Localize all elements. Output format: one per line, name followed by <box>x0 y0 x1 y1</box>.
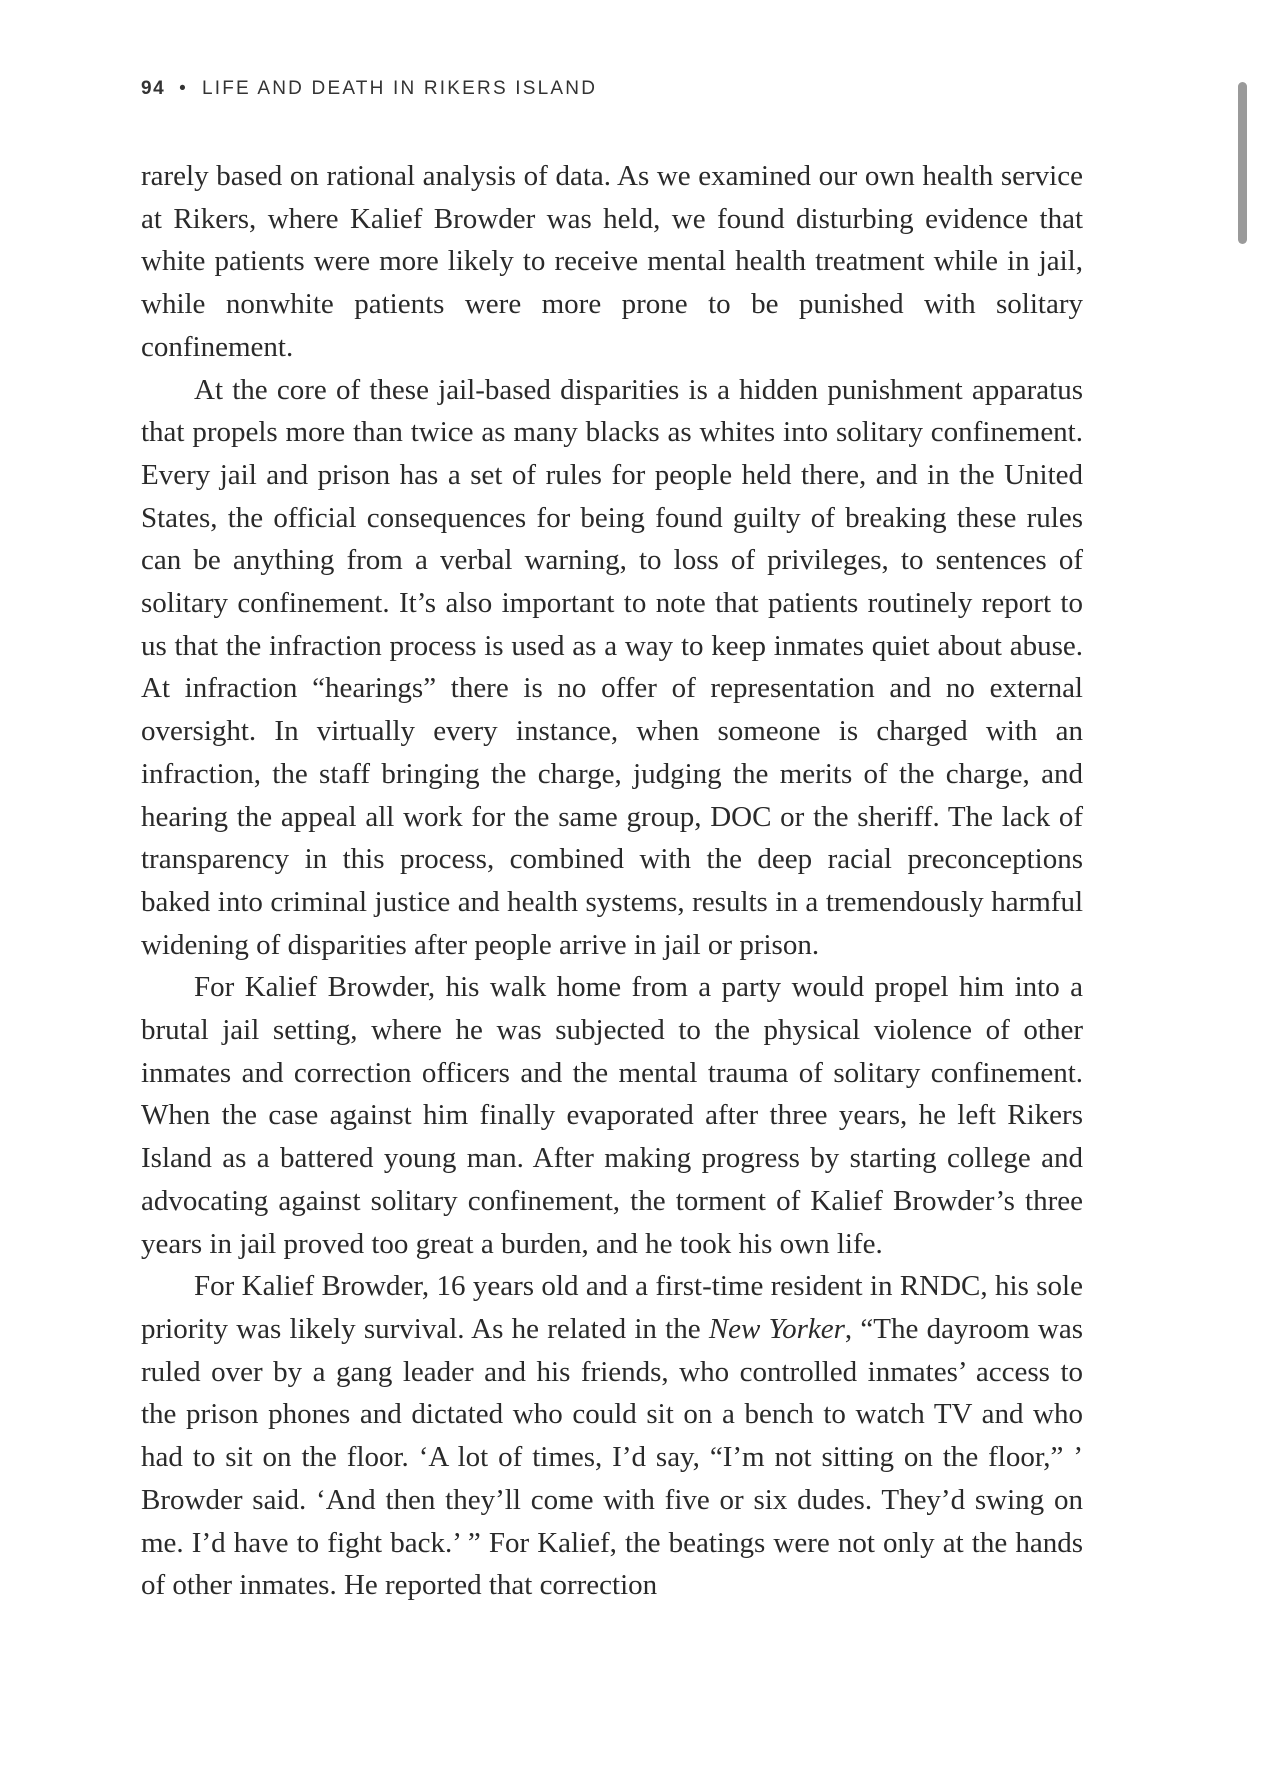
body-text <box>141 155 1083 1607</box>
running-title: LIFE AND DEATH IN RIKERS ISLAND <box>202 78 598 99</box>
paragraph-4 <box>141 1265 1083 1607</box>
running-head <box>141 78 597 100</box>
paragraph-4-part-2: , “The dayroom was ruled over by a gang leader and his friends, who controlled inmates’ access to the prison phones and dictated who could sit on a bench to watch TV and who had to sit on the floor. ‘A lot of times, I’d say, “I’m not sitting on the floor,” ’ Browder said. ‘And then they’ll come with five or six dudes. They’d swing on me. I’d have to fight back.’ ” For Kalief, the beatings were not only at the hands of other inmates. He reported that correction <box>141 1312 1083 1602</box>
paragraph-2: At the core of these jail-based disparities is a hidden punishment apparatus that propels more than twice as many blacks as whites into solitary confinement. Every jail and prison has a set of rules for people held there, and in the United States, the official consequences for being found guilty of breaking these rules can be anything from a verbal warning, to loss of privileges, to sentences of solitary confinement. It’s also important to note that patients routinely report to us that the infraction process is used as a way to keep inmates quiet about abuse. At infraction “hearings” there is no offer of representation and no external oversight. In virtually every instance, when someone is charged with an infraction, the staff bringing the charge, judging the merits of the charge, and hearing the appeal all work for the same group, DOC or the sheriff. The lack of transparency in this process, combined with the deep racial preconceptions baked into criminal justice and health systems, results in a tremendously harmful widening of disparities after people arrive in jail or prison. <box>141 373 1083 961</box>
paragraph-1: rarely based on rational analysis of data. As we examined our own health service at Rikers, where Kalief Browder was held, we found disturbing evidence that white patients were more likely to receive mental health treatment while in jail, while nonwhite patients were more prone to be punished with solitary confinement. <box>141 160 1083 363</box>
publication-title: New Yorker <box>708 1312 845 1345</box>
page-number: 94 <box>141 78 166 99</box>
paragraph-4-part-1: For Kalief Browder, 16 years old and a first-time resident in RNDC, his sole priority was likely survival. As he related in the <box>141 1270 1083 1345</box>
header-separator: • <box>179 78 188 99</box>
scrollbar-thumb[interactable] <box>1238 82 1247 244</box>
paragraph-3: For Kalief Browder, his walk home from a party would propel him into a brutal jail setting, where he was subjected to the physical violence of other inmates and correction officers and the mental trauma of solitary confinement. When the case against him finally evaporated after three years, he left Rikers Island as a battered young man. After making progress by starting college and advocating against solitary confinement, the torment of Kalief Browder’s three years in jail proved too great a burden, and he took his own life. <box>141 971 1083 1260</box>
